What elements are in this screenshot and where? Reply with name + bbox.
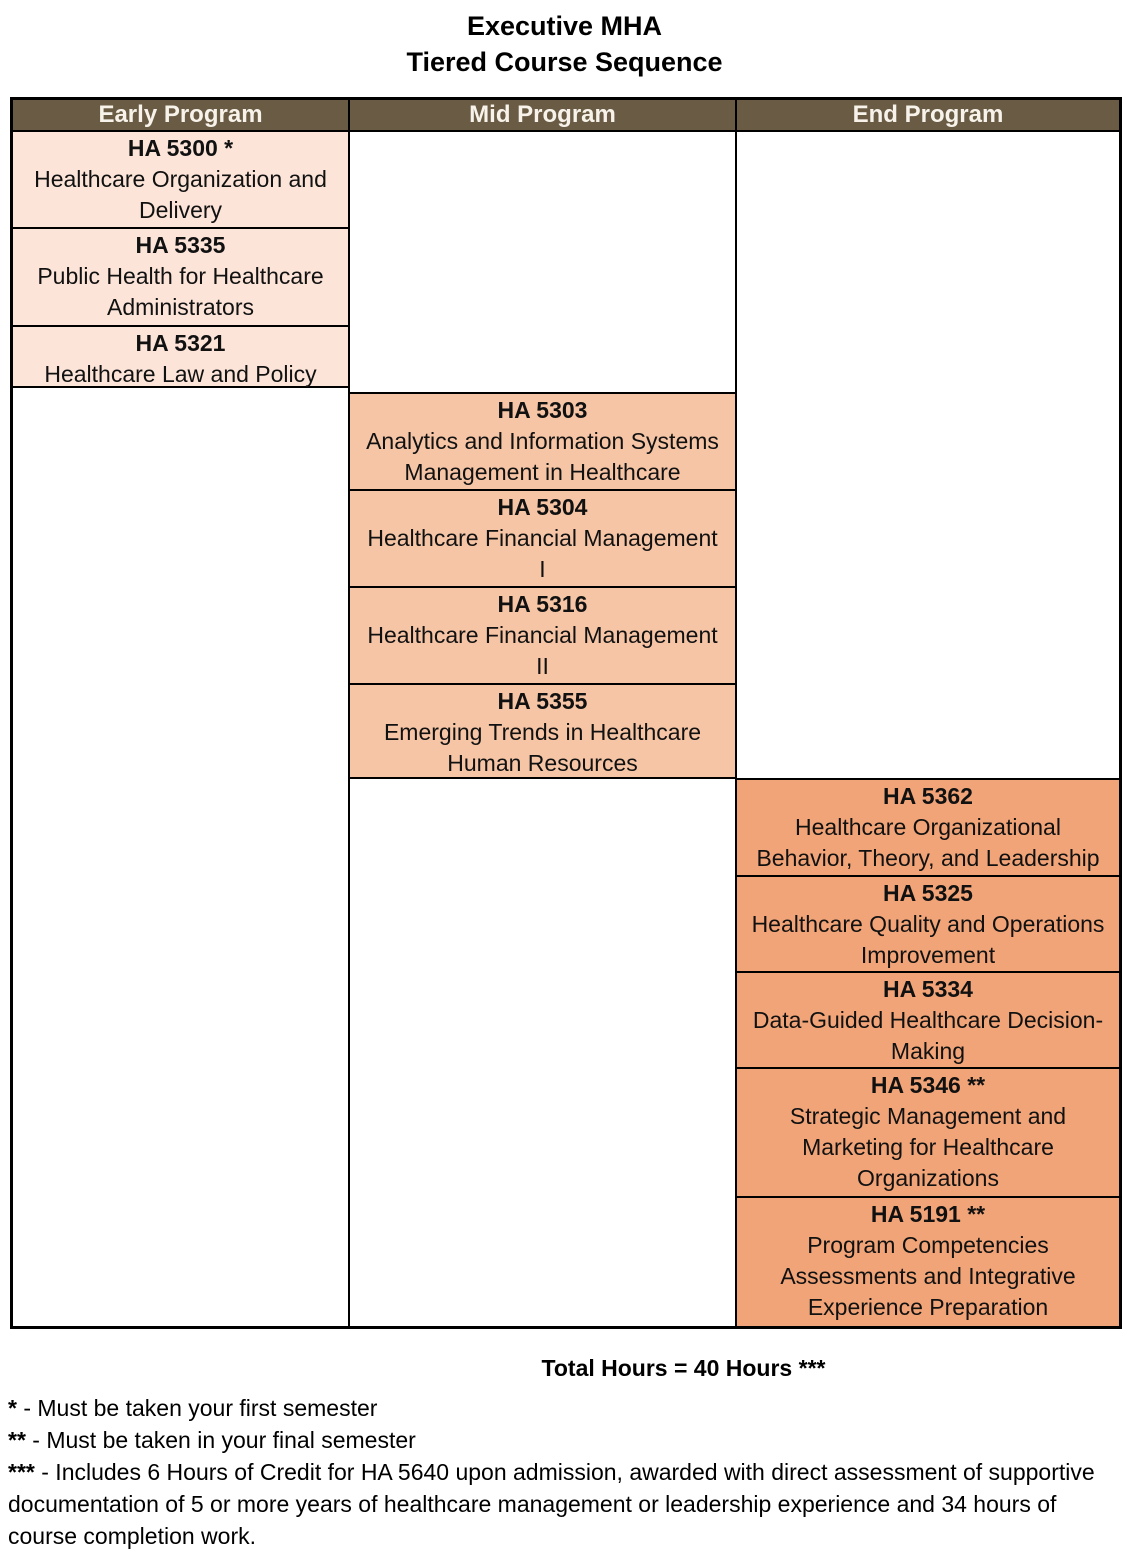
course-ha-5362 [737, 780, 1119, 877]
footnote-final-semester [8, 1424, 1121, 1456]
empty-cell-end-top [737, 132, 1119, 780]
course-code: HA 5316 [497, 591, 588, 617]
course-ha-5304 [350, 491, 735, 588]
course-code: HA 5325 [883, 880, 973, 906]
course-ha-5300 [13, 132, 348, 229]
course-name: Public Health for Healthcare Administrators [37, 263, 324, 320]
course-code: HA 5335 [135, 232, 226, 258]
title-line-2: Tiered Course Sequence [406, 47, 723, 77]
empty-cell-early [13, 388, 348, 1326]
column-end-program [737, 100, 1119, 1326]
course-sequence-table [10, 97, 1122, 1329]
footnote-text: - Must be taken in your final semester [32, 1427, 416, 1453]
total-hours-text: Total Hours = 40 Hours *** [541, 1355, 826, 1381]
course-code: HA 5300 * [127, 135, 234, 161]
course-name: Healthcare Law and Policy [44, 361, 317, 387]
course-code: HA 5191 ** [870, 1201, 986, 1227]
course-code: HA 5362 [883, 783, 973, 809]
course-ha-5303 [350, 394, 735, 491]
course-name: Analytics and Information Systems Management in Healthcare [366, 428, 719, 485]
column-body-early [13, 132, 348, 1326]
footnote-first-semester [8, 1392, 1121, 1424]
course-name: Healthcare Financial Management I [367, 525, 718, 582]
course-name: Program Competencies Assessments and Integrative Experience Preparation [780, 1232, 1076, 1320]
footnote-marker: * [8, 1395, 17, 1421]
course-ha-5191 [737, 1198, 1119, 1326]
footnote-marker: *** [8, 1459, 35, 1485]
column-body-mid [350, 132, 735, 1326]
column-early-program [13, 100, 350, 1326]
course-ha-5321 [13, 327, 348, 388]
course-name: Strategic Management and Marketing for Healthcare Organizations [789, 1103, 1067, 1191]
empty-cell-mid-bottom [350, 779, 735, 1326]
course-name: Data-Guided Healthcare Decision-Making [752, 1007, 1104, 1064]
course-code: HA 5321 [135, 330, 226, 356]
column-body-end [737, 132, 1119, 1326]
column-header-mid: Mid Program [350, 100, 735, 132]
footnote-marker: ** [8, 1427, 26, 1453]
column-header-end: End Program [737, 100, 1119, 132]
course-ha-5316 [350, 588, 735, 685]
footnote-credit-hours [8, 1456, 1121, 1552]
footnote-text: - Includes 6 Hours of Credit for HA 5640 upon admission, awarded with direct assessment of supportive documentation of 5 or more years of healthcare management or leadership experience and 34 hours of course completion work. [8, 1459, 1095, 1549]
title-line-1: Executive MHA [466, 11, 663, 41]
course-code: HA 5303 [497, 397, 588, 423]
course-code: HA 5355 [497, 688, 588, 714]
course-name: Emerging Trends in Healthcare Human Resources [383, 719, 702, 776]
page-title [0, 0, 1129, 80]
course-code: HA 5346 ** [870, 1072, 986, 1098]
course-ha-5346 [737, 1069, 1119, 1198]
course-code: HA 5304 [497, 494, 588, 520]
course-code: HA 5334 [883, 976, 973, 1002]
course-ha-5334 [737, 973, 1119, 1069]
footnote-text: - Must be taken your first semester [23, 1395, 378, 1421]
course-ha-5325 [737, 877, 1119, 973]
column-header-early: Early Program [13, 100, 348, 132]
column-mid-program [350, 100, 737, 1326]
empty-cell-mid-top [350, 132, 735, 394]
course-name: Healthcare Organization and Delivery [34, 166, 327, 223]
course-name: Healthcare Quality and Operations Improvement [751, 911, 1105, 968]
course-ha-5355 [350, 685, 735, 779]
course-name: Healthcare Financial Management II [367, 622, 718, 679]
course-ha-5335 [13, 229, 348, 327]
course-name: Healthcare Organizational Behavior, Theory, and Leadership [756, 814, 1100, 871]
footnotes [8, 1392, 1121, 1552]
